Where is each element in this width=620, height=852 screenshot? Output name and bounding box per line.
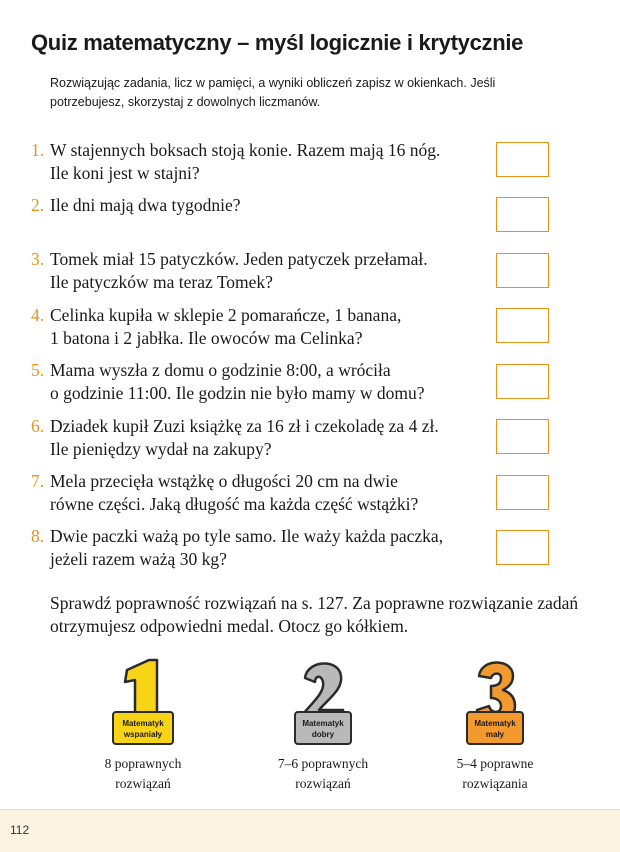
answer-box-4[interactable]	[496, 308, 549, 343]
question-text-line2: jeżeli razem ważą 30 kg?	[50, 549, 227, 569]
question-text-line2: 1 batona i 2 jabłka. Ile owoców ma Celinka?	[50, 328, 363, 348]
answer-box-6[interactable]	[496, 419, 549, 454]
medal-bronze[interactable]	[420, 656, 570, 794]
medal-plaque	[467, 712, 523, 744]
medal-caption-line2: rozwiązań	[115, 776, 171, 791]
answer-box-8[interactable]	[496, 530, 549, 565]
medal-label-line1: Matematyk	[474, 719, 516, 728]
medal-label-line1: Matematyk	[122, 719, 164, 728]
question-number: 8.	[31, 526, 45, 546]
question-number: 6.	[31, 416, 45, 436]
medal-caption	[68, 754, 218, 794]
question-7	[31, 470, 486, 516]
question-number: 1.	[31, 140, 45, 160]
question-number: 4.	[31, 305, 45, 325]
medal-1-icon	[103, 656, 183, 748]
question-text-line1: Dwie paczki ważą po tyle samo. Ile waży każda paczka,	[50, 526, 444, 546]
medal-silver[interactable]	[248, 656, 398, 794]
question-number: 7.	[31, 471, 45, 491]
question-text-line1: Mela przecięła wstążkę o długości 20 cm na dwie	[50, 471, 398, 491]
medal-caption-line1: 8 poprawnych	[104, 756, 182, 771]
question-text-line2: o godzinie 11:00. Ile godzin nie było mamy w domu?	[50, 383, 425, 403]
answer-box-7[interactable]	[496, 475, 549, 510]
medal-3-icon	[455, 656, 535, 748]
question-4	[31, 304, 486, 350]
question-number: 2.	[31, 195, 45, 215]
medal-label-line2: dobry	[311, 730, 335, 739]
question-text-line1: Ile dni mają dwa tygodnie?	[50, 195, 241, 215]
answer-box-3[interactable]	[496, 253, 549, 288]
medal-caption-line1: 5–4 poprawne	[456, 756, 534, 771]
question-text-line1: W stajennych boksach stoją konie. Razem mają 16 nóg.	[50, 140, 441, 160]
medal-label-line1: Matematyk	[302, 719, 344, 728]
question-3	[31, 248, 486, 294]
question-text-line1: Tomek miał 15 patyczków. Jeden patyczek przełamał.	[50, 249, 428, 269]
question-number: 5.	[31, 360, 45, 380]
question-text-line2: Ile pieniędzy wydał na zakupy?	[50, 439, 272, 459]
answer-box-1[interactable]	[496, 142, 549, 177]
medal-plaque	[113, 712, 173, 744]
question-5	[31, 359, 486, 405]
question-8	[31, 525, 486, 571]
medal-caption	[248, 754, 398, 794]
answer-box-2[interactable]	[496, 197, 549, 232]
question-text-line2: równe części. Jaką długość ma każda część wstążki?	[50, 494, 419, 514]
page-title: Quiz matematyczny – myśl logicznie i krytycznie	[31, 30, 524, 55]
instructions: Rozwiązując zadania, licz w pamięci, a wyniki obliczeń zapisz w okienkach. Jeśli potrzebujesz, skorzystaj z dowolnych liczmanów.	[50, 76, 496, 109]
answer-box-5[interactable]	[496, 364, 549, 399]
medal-caption	[420, 754, 570, 794]
medal-caption-line2: rozwiązań	[295, 776, 351, 791]
medal-gold[interactable]	[68, 656, 218, 794]
question-text-line2: Ile koni jest w stajni?	[50, 163, 200, 183]
question-text-line1: Celinka kupiła w sklepie 2 pomarańcze, 1 banana,	[50, 305, 402, 325]
medal-label-line2: wspaniały	[123, 730, 163, 739]
question-6	[31, 415, 486, 461]
question-text-line2: Ile patyczków ma teraz Tomek?	[50, 272, 273, 292]
question-text-line1: Dziadek kupił Zuzi książkę za 16 zł i czekoladę za 4 zł.	[50, 416, 439, 436]
question-text-line1: Mama wyszła z domu o godzinie 8:00, a wróciła	[50, 360, 391, 380]
medal-caption-line2: rozwiązania	[462, 776, 528, 791]
medal-label-line2: mały	[485, 730, 505, 739]
question-2	[31, 194, 486, 217]
summary-text: Sprawdź poprawność rozwiązań na s. 127. Za poprawne rozwiązanie zadań otrzymujesz odpowiedni medal. Otocz go kółkiem.	[50, 593, 579, 636]
question-number: 3.	[31, 249, 45, 269]
medal-plaque	[295, 712, 351, 744]
page-number: 112	[10, 823, 30, 837]
medal-caption-line1: 7–6 poprawnych	[277, 756, 369, 771]
question-1	[31, 139, 486, 185]
medal-2-icon	[283, 656, 363, 748]
page-footer	[0, 809, 620, 852]
